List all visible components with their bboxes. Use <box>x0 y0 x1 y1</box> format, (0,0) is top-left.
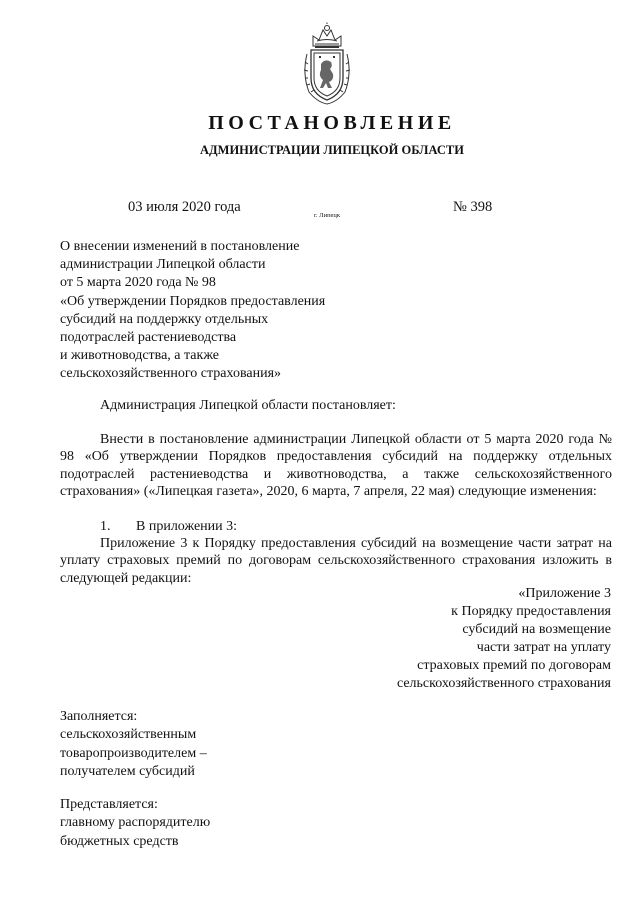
appendix-line: «Приложение 3 <box>518 586 611 601</box>
subject-block <box>60 238 325 384</box>
subject-line: администрации Липецкой области <box>60 257 266 273</box>
subject-line: субсидий на поддержку отдельных <box>60 311 269 327</box>
subject-line: подотраслей растениеводства <box>60 330 237 346</box>
subject-line: от 5 марта 2020 года № 98 <box>60 275 216 291</box>
document-subtitle: АДМИНИСТРАЦИИ ЛИПЕЦКОЙ ОБЛАСТИ <box>200 143 464 157</box>
filled-by-line: получателем субсидий <box>60 763 195 779</box>
list-item-text: В приложении 3: <box>136 519 238 534</box>
filled-by-line: сельскохозяйственным <box>60 727 197 743</box>
submitted-to-line: главному распорядителю <box>60 815 211 831</box>
subject-line: сельскохозяйственного страхования» <box>60 366 282 382</box>
document-title: ПОСТАНОВЛЕНИЕ <box>208 112 456 134</box>
coat-of-arms-emblem <box>299 22 355 106</box>
intro-paragraph: Администрация Липецкой области постановляет: <box>100 398 396 413</box>
appendix-line: к Порядку предоставления <box>451 603 611 619</box>
appendix-line: сельскохозяйственного страхования <box>396 675 611 691</box>
appendix-line: субсидий на возмещение <box>462 621 611 637</box>
filled-by-label: Заполняется: <box>60 709 138 724</box>
document-number: № 398 <box>453 199 493 215</box>
submitted-to-label: Представляется: <box>60 797 158 812</box>
subject-line: и животноводства, а также <box>60 348 220 364</box>
appendix-heading <box>397 585 611 692</box>
subject-line: О внесении изменений в постановление <box>60 239 300 254</box>
filled-by-line: товаропроизводителем – <box>60 745 207 761</box>
appendix-line: части затрат на уплату <box>476 639 611 655</box>
body-paragraph-2: Приложение 3 к Порядку предоставления субсидий на возмещение части затрат на уплату страховых премий по договорам сельскохозяйственного страхования изложить в следующей редакции: <box>60 536 612 586</box>
submitted-to-block <box>60 796 210 851</box>
submitted-to-line: бюджетных средств <box>60 833 179 849</box>
subject-line: «Об утверждении Порядков предоставления <box>60 293 326 309</box>
filled-by-block <box>60 708 207 781</box>
appendix-line: страховых премий по договорам <box>417 657 611 673</box>
document-date: 03 июля 2020 года <box>128 199 241 215</box>
body-paragraph-1: Внести в постановление администрации Липецкой области от 5 марта 2020 года № 98 «Об утверждении Порядков предоставления субсидий на поддержку отдельных подотраслей растениеводства и животноводства, а также сельскохозяйственного страхования» («Липецкая газета», 2020, 6 марта, 7 апреля, 22 мая) следующие изменения: <box>60 432 612 499</box>
list-item-number: 1. <box>100 519 111 534</box>
document-place: г. Липецк <box>314 212 341 219</box>
